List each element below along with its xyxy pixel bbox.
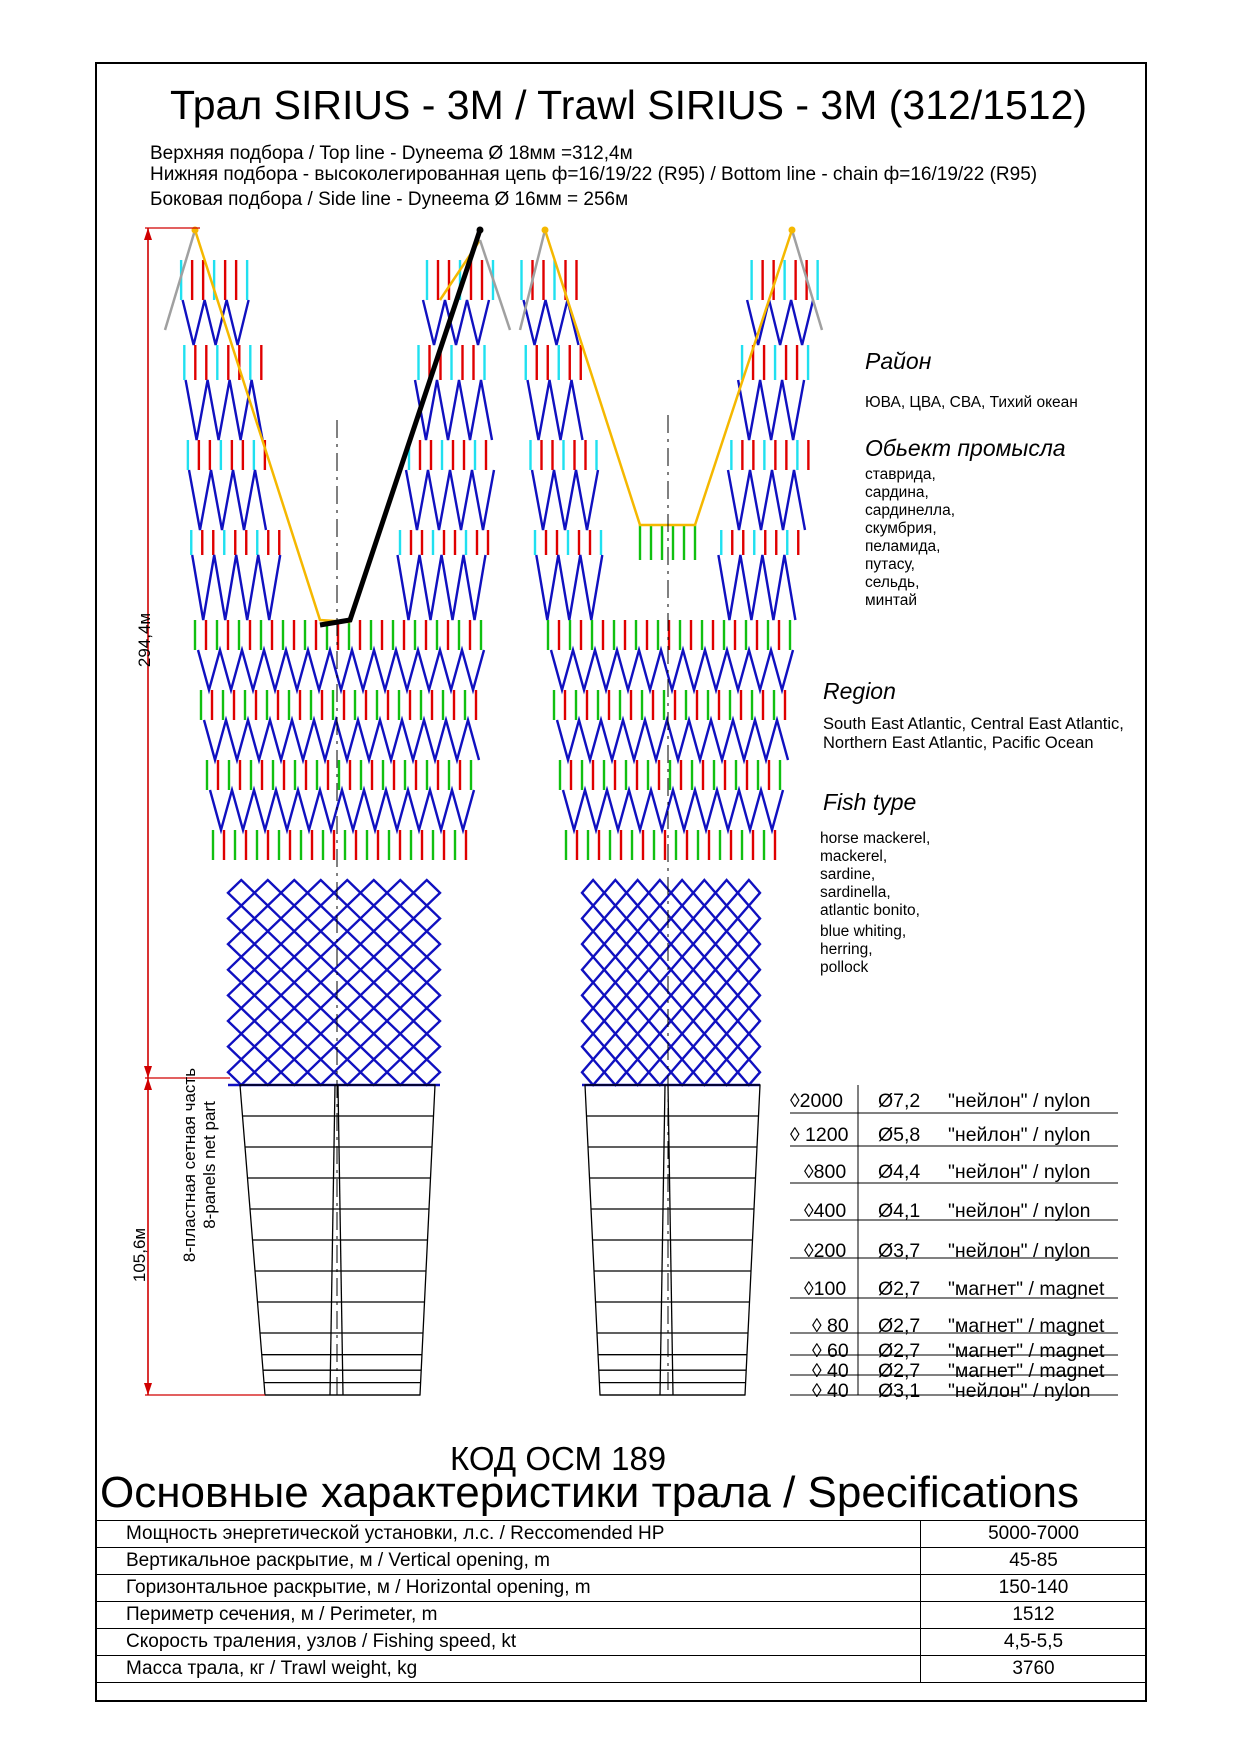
- diamond-mesh: [255, 957, 282, 983]
- fish-en-item: sardinella,: [820, 884, 891, 901]
- diamond-mesh: [627, 906, 649, 932]
- diamond-mesh: [627, 880, 649, 906]
- mesh-material: "магнет" / magnet: [948, 1315, 1105, 1337]
- diamond-mesh: [228, 906, 255, 932]
- product-code: КОД ОСМ 189: [450, 1440, 667, 1477]
- diamond-mesh: [671, 906, 693, 932]
- diamond-mesh: [693, 1008, 715, 1034]
- mesh-size: ◊100: [804, 1278, 847, 1300]
- dimension-arrow: [144, 1066, 152, 1078]
- diamond-mesh: [604, 931, 626, 957]
- diamond-mesh: [361, 1059, 388, 1085]
- spec-value: 1512: [921, 1602, 1147, 1629]
- bottom-line-spec: Нижняя подбора - высоколегированная цепь ф=16/19/22 (R95) / Bottom line - chain ф=16/19/22 (R95): [150, 164, 1038, 185]
- net-part-label: [180, 1035, 220, 1295]
- diamond-mesh: [627, 931, 649, 957]
- diamond-mesh: [308, 957, 335, 983]
- mesh-size: ◊ 80: [812, 1315, 849, 1337]
- mesh-row: [790, 1278, 1120, 1308]
- diamond-mesh: [308, 1059, 335, 1085]
- fish-en-item: sardine,: [820, 866, 876, 883]
- diamond-mesh: [627, 1034, 649, 1060]
- diamond-mesh: [627, 983, 649, 1009]
- diamond-mesh: [414, 1034, 441, 1060]
- fish-en-item: blue whiting,: [820, 923, 907, 940]
- diamond-mesh: [387, 957, 414, 983]
- mesh-size: ◊ 60: [812, 1340, 849, 1362]
- diamond-mesh: [582, 931, 604, 957]
- diamond-mesh: [387, 931, 414, 957]
- diamond-mesh: [671, 880, 693, 906]
- diamond-mesh: [671, 1008, 693, 1034]
- mesh-material: "нейлон" / nylon: [948, 1161, 1091, 1183]
- lower-length-label: 105,6м: [130, 1227, 149, 1283]
- diamond-mesh: [582, 983, 604, 1009]
- diamond-mesh: [281, 957, 308, 983]
- diamond-mesh: [334, 931, 361, 957]
- region-en-heading: Region: [823, 678, 896, 704]
- mesh-size: ◊800: [804, 1161, 847, 1183]
- table-row: [96, 1548, 1147, 1575]
- diamond-mesh: [414, 880, 441, 906]
- spec-label: Вертикальное раскрытие, м / Vertical opening, m: [96, 1548, 921, 1575]
- mesh-size: ◊ 1200: [790, 1124, 849, 1146]
- fish-ru-item: сардинелла,: [865, 502, 956, 519]
- mesh-diameter: Ø2,7: [878, 1278, 921, 1300]
- diamond-mesh: [716, 957, 738, 983]
- diamond-mesh: [255, 1008, 282, 1034]
- diamond-mesh: [414, 931, 441, 957]
- fish-en-item: herring,: [820, 941, 873, 958]
- diamond-mesh: [387, 906, 414, 932]
- diamond-mesh: [414, 906, 441, 932]
- diamond-mesh: [281, 1034, 308, 1060]
- diamond-mesh: [281, 1008, 308, 1034]
- diamond-mesh: [361, 906, 388, 932]
- fish-en-list: [820, 830, 930, 977]
- mesh-size: ◊400: [804, 1200, 847, 1222]
- diamond-mesh: [387, 880, 414, 906]
- diamond-mesh: [693, 1034, 715, 1060]
- fish-ru-heading: Обьект промысла: [865, 435, 1066, 461]
- mesh-zigzag: [718, 555, 795, 620]
- diamond-mesh: [334, 983, 361, 1009]
- diamond-mesh: [387, 1008, 414, 1034]
- region-ru: ЮВА, ЦВА, СВА, Тихий океан: [865, 394, 1078, 411]
- mesh-diameter: Ø4,4: [878, 1161, 921, 1183]
- mesh-size: ◊200: [804, 1240, 847, 1262]
- top-line-spec: Верхняя подбора / Top line - Dyneema Ø 18мм =312,4м: [150, 143, 633, 164]
- diamond-mesh: [334, 957, 361, 983]
- diamond-mesh: [716, 1059, 738, 1085]
- mesh-row: [790, 1380, 1120, 1402]
- specifications-title: Основные характеристики трала / Specifications: [100, 1468, 1079, 1517]
- upper-length-label: 294,4м: [135, 612, 154, 668]
- fish-ru-item: сельдь,: [865, 574, 920, 591]
- fish-ru-list: [865, 466, 955, 610]
- diamond-mesh: [693, 906, 715, 932]
- specifications-table: [95, 1520, 1147, 1683]
- diamond-mesh: [308, 906, 335, 932]
- diamond-mesh: [693, 1059, 715, 1085]
- dimension-arrow: [144, 1078, 152, 1090]
- mesh-material: "нейлон" / nylon: [948, 1240, 1091, 1262]
- diamond-mesh: [671, 983, 693, 1009]
- diamond-mesh: [716, 1008, 738, 1034]
- diamond-mesh: [228, 957, 255, 983]
- mesh-zigzag: [738, 380, 804, 440]
- mesh-row: [790, 1161, 1120, 1191]
- mesh-row: [790, 1090, 1120, 1120]
- spec-label: Масса трала, кг / Trawl weight, kg: [96, 1656, 921, 1683]
- region-ru-heading: Район: [865, 348, 932, 374]
- page-title: Трал SIRIUS - 3M / Trawl SIRIUS - 3M (312/1512): [170, 82, 1088, 128]
- diamond-mesh: [281, 906, 308, 932]
- spec-value: 45-85: [921, 1548, 1147, 1575]
- diamond-mesh: [738, 880, 760, 906]
- mesh-zigzag: [557, 720, 788, 760]
- mesh-material: "магнет" / magnet: [948, 1360, 1105, 1382]
- mesh-zigzag: [528, 380, 583, 440]
- top-rope: [195, 230, 350, 622]
- diamond-mesh: [387, 983, 414, 1009]
- mesh-diameter: Ø2,7: [878, 1360, 921, 1382]
- region-en-line: South East Atlantic, Central East Atlantic,: [823, 715, 1124, 733]
- fish-ru-item: путасу,: [865, 556, 915, 573]
- mesh-material: "нейлон" / nylon: [948, 1200, 1091, 1222]
- diamond-mesh: [627, 957, 649, 983]
- mesh-material: "нейлон" / nylon: [948, 1090, 1091, 1112]
- diamond-mesh: [308, 1008, 335, 1034]
- diamond-mesh: [334, 906, 361, 932]
- diamond-mesh: [738, 983, 760, 1009]
- diamond-mesh: [255, 983, 282, 1009]
- diamond-mesh: [582, 1008, 604, 1034]
- diamond-mesh: [228, 1008, 255, 1034]
- mesh-diameter: Ø4,1: [878, 1200, 921, 1222]
- diamond-mesh: [361, 983, 388, 1009]
- diamond-mesh: [716, 983, 738, 1009]
- diamond-mesh: [604, 906, 626, 932]
- dimension-arrow: [144, 1383, 152, 1395]
- diamond-mesh: [255, 1034, 282, 1060]
- rope-end-point: [542, 227, 549, 234]
- mesh-row: [790, 1200, 1120, 1230]
- diamond-mesh: [414, 1059, 441, 1085]
- diamond-mesh: [308, 931, 335, 957]
- mesh-zigzag: [532, 470, 598, 530]
- diamond-mesh: [671, 1059, 693, 1085]
- diamond-mesh: [716, 906, 738, 932]
- diamond-mesh: [334, 1034, 361, 1060]
- diamond-mesh: [604, 1008, 626, 1034]
- spec-label: Мощность энергетической установки, л.с. / Reccomended HP: [96, 1521, 921, 1548]
- diamond-mesh: [387, 1059, 414, 1085]
- diamond-mesh: [604, 880, 626, 906]
- net-part-label-ru: 8-пластная сетная часть: [180, 1067, 199, 1263]
- diamond-mesh: [582, 906, 604, 932]
- mesh-size: ◊2000: [790, 1090, 844, 1112]
- diamond-mesh: [255, 1059, 282, 1085]
- spec-value: 5000-7000: [921, 1521, 1147, 1548]
- diamond-mesh: [308, 983, 335, 1009]
- spec-label: Горизонтальное раскрытие, м / Horizontal opening, m: [96, 1575, 921, 1602]
- mesh-zigzag: [728, 470, 805, 530]
- diamond-mesh: [693, 880, 715, 906]
- diamond-mesh: [228, 1034, 255, 1060]
- fish-en-item: atlantic bonito,: [820, 902, 920, 919]
- diamond-mesh: [738, 931, 760, 957]
- diamond-mesh: [255, 906, 282, 932]
- rope-end-point: [789, 227, 796, 234]
- diamond-mesh: [738, 1059, 760, 1085]
- diamond-mesh: [361, 957, 388, 983]
- spec-value: 3760: [921, 1656, 1147, 1683]
- mesh-row: [790, 1360, 1120, 1382]
- mesh-zigzag: [186, 380, 263, 440]
- diamond-mesh: [361, 1034, 388, 1060]
- mesh-row: [790, 1124, 1120, 1154]
- table-row: [96, 1629, 1147, 1656]
- diamond-mesh: [414, 1008, 441, 1034]
- diamond-mesh: [281, 983, 308, 1009]
- fish-en-item: mackerel,: [820, 848, 888, 865]
- diamond-mesh: [228, 983, 255, 1009]
- region-en-line: Northern East Atlantic, Pacific Ocean: [823, 734, 1094, 752]
- diamond-mesh: [228, 880, 255, 906]
- diamond-mesh: [582, 957, 604, 983]
- spec-label: Периметр сечения, м / Perimeter, m: [96, 1602, 921, 1629]
- mesh-size: ◊ 40: [812, 1380, 849, 1402]
- fish-ru-item: сардина,: [865, 484, 929, 501]
- table-row: [96, 1602, 1147, 1629]
- mesh-zigzag: [192, 555, 280, 620]
- diamond-mesh: [255, 931, 282, 957]
- diamond-mesh: [334, 1059, 361, 1085]
- mesh-zigzag: [198, 650, 484, 690]
- top-rope: [545, 230, 792, 525]
- diamond-mesh: [716, 880, 738, 906]
- spec-value: 4,5-5,5: [921, 1629, 1147, 1656]
- mesh-material: "магнет" / magnet: [948, 1340, 1105, 1362]
- mesh-material: "магнет" / magnet: [948, 1278, 1105, 1300]
- mesh-zigzag: [210, 790, 474, 830]
- diamond-mesh: [228, 931, 255, 957]
- diamond-mesh: [361, 1008, 388, 1034]
- mesh-diameter: Ø3,1: [878, 1380, 921, 1402]
- diamond-mesh: [716, 931, 738, 957]
- mesh-zigzag: [183, 300, 249, 345]
- mesh-row: [790, 1240, 1120, 1270]
- diamond-mesh: [604, 957, 626, 983]
- fish-en-item: pollock: [820, 959, 869, 976]
- mesh-size: ◊ 40: [812, 1360, 849, 1382]
- diamond-mesh: [334, 1008, 361, 1034]
- fish-en-item: horse mackerel,: [820, 830, 931, 847]
- fish-ru-item: минтай: [865, 592, 918, 609]
- mesh-zigzag: [563, 790, 783, 830]
- region-en: [823, 715, 1124, 753]
- diamond-mesh: [255, 880, 282, 906]
- diamond-mesh: [308, 1034, 335, 1060]
- diamond-mesh: [693, 957, 715, 983]
- mesh-diameter: Ø7,2: [878, 1090, 921, 1112]
- net-part-label-en: 8-panels net part: [200, 1101, 219, 1229]
- diamond-mesh: [671, 957, 693, 983]
- fish-en-heading: Fish type: [823, 789, 917, 815]
- diamond-mesh: [414, 957, 441, 983]
- mesh-material: "нейлон" / nylon: [948, 1380, 1091, 1402]
- mesh-zigzag: [398, 555, 486, 620]
- mesh-zigzag: [551, 650, 793, 690]
- diamond-mesh: [693, 983, 715, 1009]
- mesh-zigzag: [204, 720, 479, 760]
- table-row: [96, 1656, 1147, 1683]
- diamond-mesh: [671, 1034, 693, 1060]
- dimension-arrow: [144, 228, 152, 240]
- diamond-mesh: [582, 880, 604, 906]
- side-rope: [165, 230, 195, 330]
- diamond-mesh: [627, 1059, 649, 1085]
- chain-end-point: [477, 227, 484, 234]
- diamond-mesh: [604, 1059, 626, 1085]
- mesh-material: "нейлон" / nylon: [948, 1124, 1091, 1146]
- fish-ru-item: скумбрия,: [865, 520, 937, 537]
- spec-value: 150-140: [921, 1575, 1147, 1602]
- diamond-mesh: [228, 1059, 255, 1085]
- mesh-zigzag: [189, 470, 266, 530]
- diamond-mesh: [738, 957, 760, 983]
- table-row: [96, 1521, 1147, 1548]
- diamond-mesh: [281, 931, 308, 957]
- diamond-mesh: [387, 1034, 414, 1060]
- diamond-mesh: [281, 880, 308, 906]
- diamond-mesh: [604, 983, 626, 1009]
- mesh-diameter: Ø2,7: [878, 1315, 921, 1337]
- diamond-mesh: [738, 906, 760, 932]
- diamond-mesh: [604, 1034, 626, 1060]
- mesh-row: [790, 1340, 1120, 1362]
- mesh-diameter: Ø3,7: [878, 1240, 921, 1262]
- mesh-diameter: Ø5,8: [878, 1124, 921, 1146]
- diamond-mesh: [361, 931, 388, 957]
- diamond-mesh: [281, 1059, 308, 1085]
- spec-label: Скорость траления, узлов / Fishing speed, kt: [96, 1629, 921, 1656]
- diamond-mesh: [738, 1008, 760, 1034]
- diamond-mesh: [308, 880, 335, 906]
- fish-ru-item: пеламида,: [865, 538, 941, 555]
- diamond-mesh: [582, 1034, 604, 1060]
- diamond-mesh: [582, 1059, 604, 1085]
- diamond-mesh: [334, 880, 361, 906]
- mesh-zigzag: [406, 470, 494, 530]
- side-line-spec: Боковая подбора / Side line - Dyneema Ø 16мм = 256м: [150, 189, 629, 210]
- fish-ru-item: ставрида,: [865, 466, 936, 483]
- diamond-mesh: [627, 1008, 649, 1034]
- diamond-mesh: [716, 1034, 738, 1060]
- mesh-zigzag: [536, 555, 602, 620]
- diamond-mesh: [671, 931, 693, 957]
- diamond-mesh: [361, 880, 388, 906]
- diamond-mesh: [693, 931, 715, 957]
- table-row: [96, 1575, 1147, 1602]
- diamond-mesh: [414, 983, 441, 1009]
- mesh-diameter: Ø2,7: [878, 1340, 921, 1362]
- diamond-mesh: [738, 1034, 760, 1060]
